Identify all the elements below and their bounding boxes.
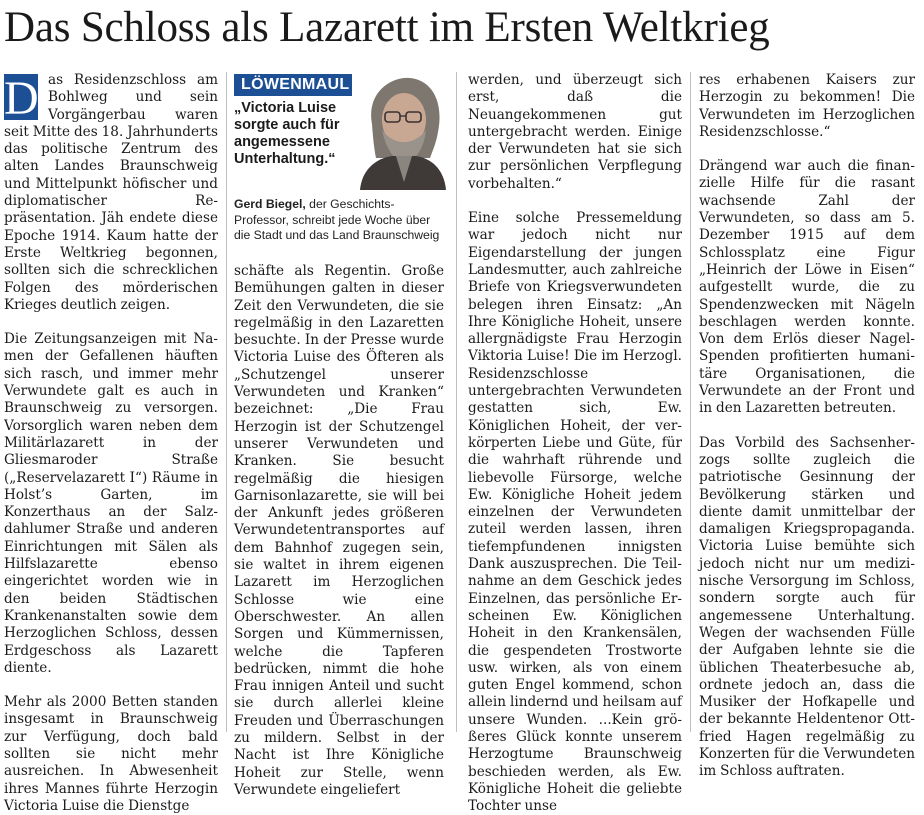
article-column-2 [234, 263, 444, 798]
paragraph: res erhabenen Kaisers zur Herzogin zu bekommen! Die Verwundeten im Herzoglichen Residenzschlosse.“ [699, 72, 915, 140]
column-badge: LÖWENMAUL [234, 74, 356, 96]
pull-quote: „Victoria Luise sorgte auch für angemessene Unterhaltung.“ [234, 100, 340, 167]
author-portrait-image [352, 72, 448, 190]
paragraph: schäfte als Regentin. Große Bemühungen galten in dieser Zeit den Verwundeten, die sie regelmäßig in den Lazaretten besuchte. In der Presse wurde Victoria Luise des Öfteren als „Schutzengel unserer Verwundeten und Kranken“ bezeichnet: „Die Frau Herzogin ist der Schutzengel unserer Verwundeten und Kranken. Sie besucht regelmäßig die hiesigen Garnisonlazarette, sie will bei der Ankunft jedes größeren Verwundetentransportes auf dem Bahnhof zugegen sein, sie waltet in ihrem eigenen Lazarett im Herzoglichen Schlosse wie eine Oberschwester. An allen Sorgen und Kümmernissen, welche die Tapferen bedrücken, nimmt die hohe Frau innigen Anteil und sucht sie durch allerlei kleine Freuden und Überraschungen zu mildern. Selbst in der Nacht ist Ihre Königliche Hoheit zur Stelle, wenn Verwundete eingeliefert [234, 263, 444, 798]
author-description: der Geschichts-Professor, schreibt jede Woche über die Stadt und das Land Braunschweig [234, 197, 440, 242]
paragraph-text: as Residenzschloss am Bohlweg und sein Vorgängerbau waren seit Mitte des 18. Jahrhunderts das politische Zentrum des alten Landes Braunschweig und Mittelpunkt höfischer und diplomatischer Repräsentation. Jäh endete diese Epoche 1914. Kaum hatte der Erste Weltkrieg begonnen, sollten sich die schrecklichen Folgen des mörderischen Krieges deutlich zeigen. [4, 72, 218, 313]
article-headline: Das Schloss als Lazarett im Ersten Weltkrieg [4, 4, 770, 51]
author-byline [234, 197, 446, 244]
column-divider [456, 72, 457, 732]
paragraph: Eine solche Pressemeldung war jedoch nicht nur Eigendarstellung der jungen Landesmutter, auch zahlreiche Briefe von Kriegsverwundeten belegen ihren Einsatz: „An Ihre Königliche Hoheit, unsere allergnädigste Frau Herzogin Viktoria Luise! Die im Herzogl. Residenzschlosse untergebrachten Verwundeten gestatten sich, Ew. Königlichen Hoheit, der verkörperten Liebe und Güte, für die wahrhaft rührende und liebevolle Fürsorge, welche Ew. Königliche Hoheit jedem einzelnen der Verwundeten zuteil werden lassen, ihren tiefempfundenen innigsten Dank auszusprechen. Die Teilnahme an dem Geschick jedes Einzelnen, das persönliche Erscheinen Ew. Königlichen Hoheit in den Krankensälen, die gespendeten Trostworte usw. wirken, als von einem guten Engel kommend, schon allein lindernd und heilsam auf unsere Wunden. ...Kein größeres Glück konnte unserem Herzogtume Braunschweig beschieden werden, als Ew. Königliche Hoheit die geliebte Tochter unse [468, 210, 682, 815]
column-divider [690, 72, 691, 732]
paragraph: Drängend war auch die finanzielle Hilfe für die rasant wachsende Zahl der Verwundeten, so dass am 5. Dezember 1915 auf dem Schlossplatz eine Figur „Heinrich der Löwe in Eisen“ aufgestellt wurde, die zu Spendenzwecken mit Nägeln beschlagen werden konnte. Von dem Erlös dieser Nagel-Spenden profitierten humanitäre Organisationen, die Verwundete an der Front und in den Lazaretten betreuten. [699, 158, 915, 417]
paragraph: Das Vorbild des Sachsenherzogs sollte zugleich die patriotische Gesinnung der Bevölkerung stärken und diente damit unmittelbar der damaligen Kriegspropaganda. Victoria Luise bemühte sich jedoch nicht nur um medizinische Versorgung im Schloss, sondern sorgte auch für angemessene Unterhaltung. Wegen der wachsenden Fülle der Aufgaben lehnte sie die üblichen Theaterbesuche ab, ordnete jedoch an, dass die Musiker der Hofkapelle und der bekannte Heldentenor Ottfried Hagen regelmäßig zu Konzerten für die Verwundeten im Schloss auftraten. [699, 434, 915, 780]
author-name: Gerd Biegel, [234, 197, 306, 211]
article-column-3 [468, 72, 682, 815]
paragraph: Die Zeitungsanzeigen mit Namen der Gefallenen häuften sich rasch, und immer mehr Verwundete galt es auch in Braunschweig zu versorgen. Vorsorglich waren neben dem Militärlazarett in der Gliesmaroder Straße („Reservelazarett I“) Räume in Holst’s Garten, im Konzerthaus an der Salzdahlumer Straße und anderen Einrichtungen mit Sälen als Hilfslazarette ebenso eingerichtet worden wie in den beiden Städtischen Krankenanstalten sowie dem Herzoglichen Schloss, dessen Erdgeschoss als Lazarett diente. [4, 331, 218, 676]
dropcap: D [4, 72, 39, 125]
column-divider [226, 72, 227, 732]
article-column-1 [4, 72, 218, 814]
article-column-4 [699, 72, 915, 780]
columnist-box [234, 72, 446, 247]
paragraph: Mehr als 2000 Betten standen insgesamt in Braunschweig zur Verfügung, doch bald sollten sie nicht mehr ausreichen. In Abwesenheit ihres Mannes führte Herzogin Victoria Luise die Dienstge [4, 694, 218, 814]
paragraph [4, 72, 218, 314]
paragraph: werden, und überzeugt sich erst, daß die Neuangekommenen gut untergebracht werden. Einige der Verwundeten hat sie sich zur persönlichen Verpflegung vorbehalten.“ [468, 72, 682, 192]
